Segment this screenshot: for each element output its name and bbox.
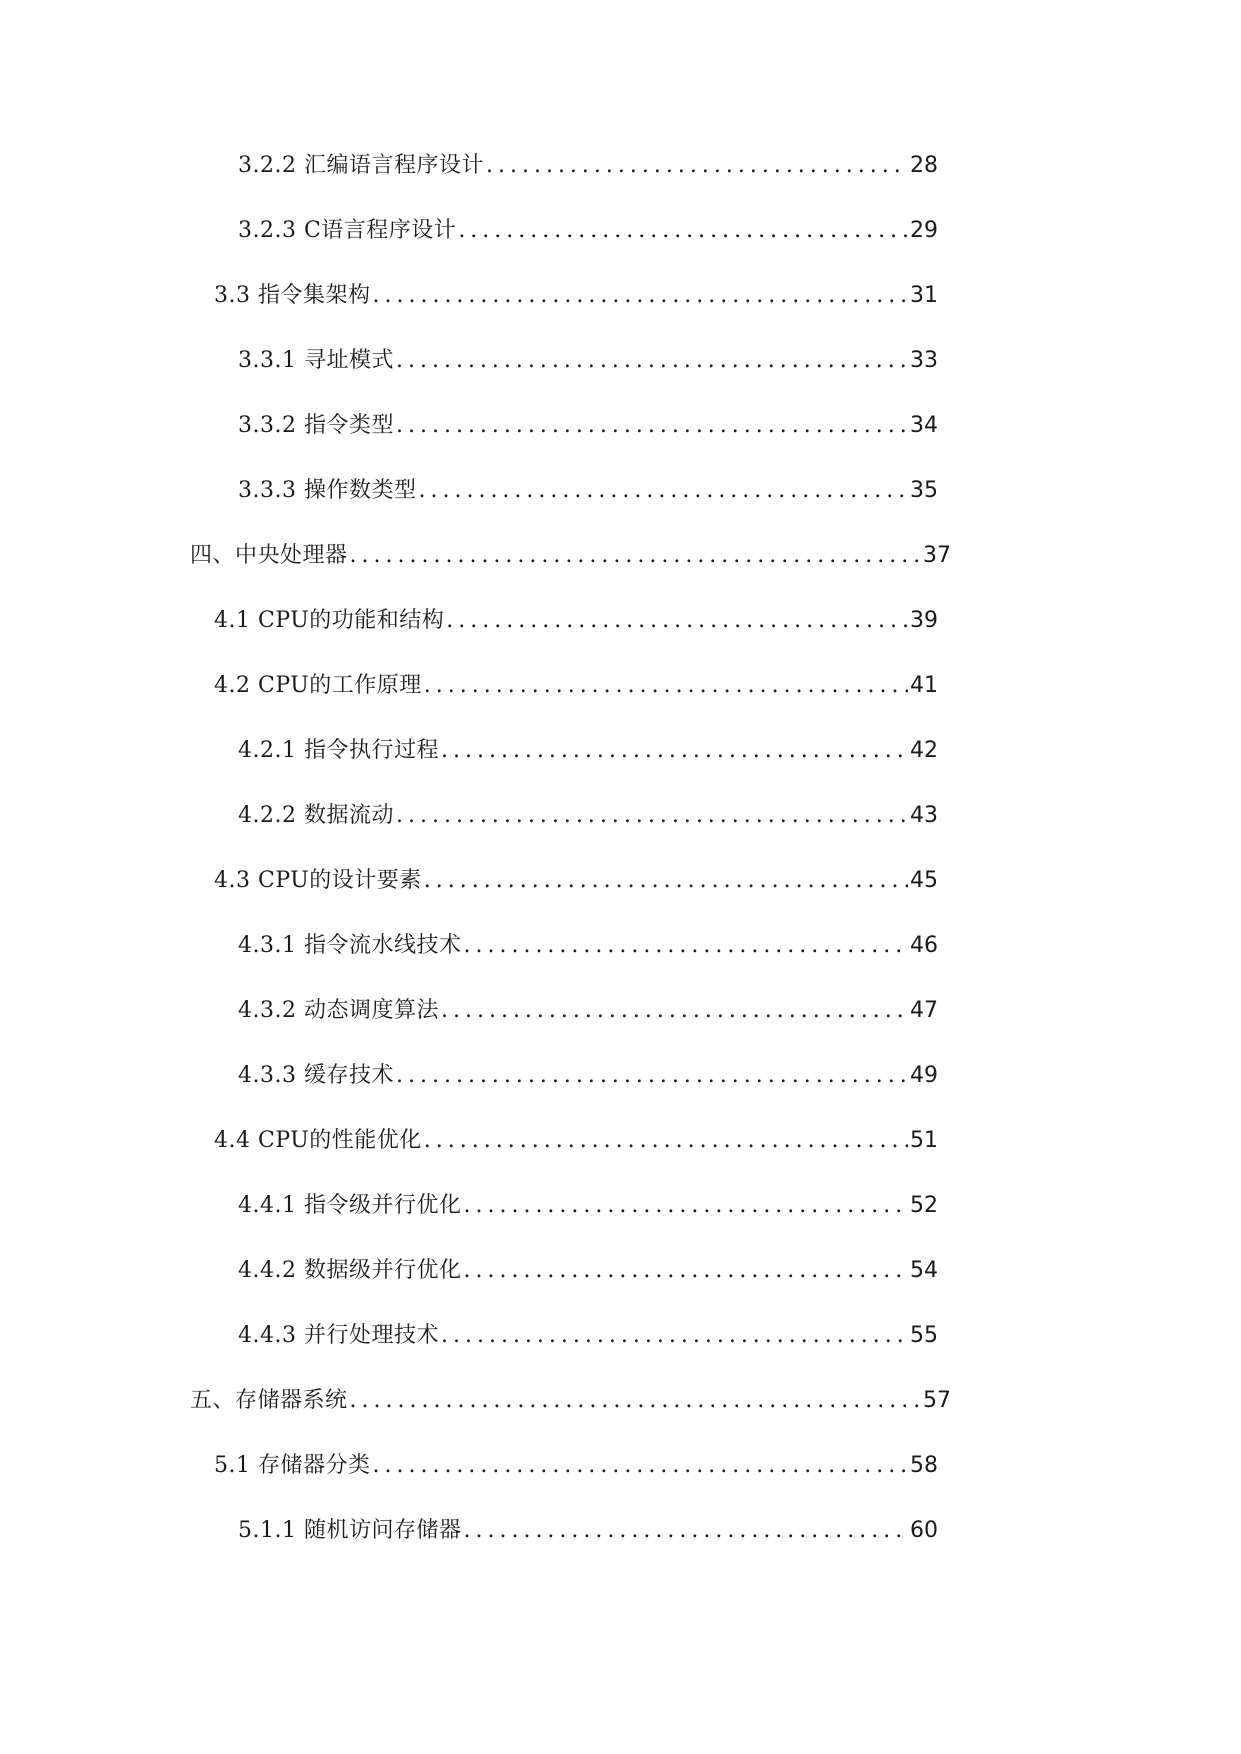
toc-dot-leader xyxy=(441,1316,908,1356)
toc-entry-title: 4.3.3 缓存技术 xyxy=(238,1063,394,1088)
toc-entry-3-3-3[interactable] xyxy=(238,471,938,511)
toc-page-number: 29 xyxy=(910,218,938,243)
toc-dot-leader xyxy=(486,146,908,186)
toc-entry-4-2[interactable] xyxy=(214,666,938,706)
toc-dot-leader xyxy=(424,861,908,901)
toc-page-number: 51 xyxy=(910,1128,938,1153)
toc-entry-3-3[interactable] xyxy=(214,276,938,316)
toc-dot-leader xyxy=(441,731,908,771)
toc-dot-leader xyxy=(396,1056,908,1096)
toc-page-number: 42 xyxy=(910,738,938,763)
toc-page-number: 54 xyxy=(910,1258,938,1283)
toc-page-number: 58 xyxy=(910,1453,938,1478)
toc-entry-title: 4.1 CPU的功能和结构 xyxy=(214,608,445,633)
toc-dot-leader xyxy=(372,1446,908,1486)
toc-entry-4-1[interactable] xyxy=(214,601,938,641)
toc-entry-4-3-3[interactable] xyxy=(238,1056,938,1096)
toc-entry-title: 4.2 CPU的工作原理 xyxy=(214,673,422,698)
toc-entry-title: 3.3.3 操作数类型 xyxy=(238,478,417,503)
toc-entry-title: 4.3.1 指令流水线技术 xyxy=(238,933,462,958)
toc-entry-3-2-3[interactable] xyxy=(238,211,938,251)
toc-entry-title: 四、中央处理器 xyxy=(190,543,348,568)
toc-entry-title: 3.2.2 汇编语言程序设计 xyxy=(238,153,484,178)
toc-entry-5-1-1[interactable] xyxy=(238,1511,938,1551)
toc-dot-leader xyxy=(441,991,908,1031)
toc-entry-chapter-5[interactable] xyxy=(190,1381,951,1421)
toc-page-number: 57 xyxy=(923,1388,951,1413)
toc-dot-leader xyxy=(396,796,908,836)
toc-entry-5-1[interactable] xyxy=(214,1446,938,1486)
toc-entry-chapter-4[interactable] xyxy=(190,536,951,576)
toc-dot-leader xyxy=(372,276,908,316)
toc-dot-leader xyxy=(463,1251,908,1291)
toc-dot-leader xyxy=(396,406,908,446)
toc-entry-title: 3.3.2 指令类型 xyxy=(238,413,394,438)
toc-entry-title: 4.4.3 并行处理技术 xyxy=(238,1323,439,1348)
toc-entry-title: 4.2.2 数据流动 xyxy=(238,803,394,828)
toc-page-number: 34 xyxy=(910,413,938,438)
toc-entry-4-3-1[interactable] xyxy=(238,926,938,966)
toc-page-number: 46 xyxy=(910,933,938,958)
toc-entry-title: 4.4.1 指令级并行优化 xyxy=(238,1193,462,1218)
toc-dot-leader xyxy=(350,536,921,576)
toc-page-number: 41 xyxy=(910,673,938,698)
toc-page-number: 33 xyxy=(910,348,938,373)
toc-entry-3-3-2[interactable] xyxy=(238,406,938,446)
toc-entry-4-2-1[interactable] xyxy=(238,731,938,771)
toc-page-number: 47 xyxy=(910,998,938,1023)
toc-dot-leader xyxy=(463,1186,908,1226)
toc-entry-title: 4.3 CPU的设计要素 xyxy=(214,868,422,893)
toc-entry-4-2-2[interactable] xyxy=(238,796,938,836)
toc-page-number: 37 xyxy=(923,543,951,568)
toc-entry-4-4-2[interactable] xyxy=(238,1251,938,1291)
toc-entry-title: 4.4.2 数据级并行优化 xyxy=(238,1258,462,1283)
toc-entry-4-3-2[interactable] xyxy=(238,991,938,1031)
toc-dot-leader xyxy=(424,1121,908,1161)
toc-entry-title: 4.3.2 动态调度算法 xyxy=(238,998,439,1023)
toc-page-number: 60 xyxy=(910,1518,938,1543)
toc-entry-3-2-2[interactable] xyxy=(238,146,938,186)
toc-entry-title: 3.3.1 寻址模式 xyxy=(238,348,394,373)
toc-page-number: 31 xyxy=(910,283,938,308)
toc-page-number: 52 xyxy=(910,1193,938,1218)
toc-dot-leader xyxy=(418,471,908,511)
toc-entry-4-4[interactable] xyxy=(214,1121,938,1161)
toc-dot-leader xyxy=(424,666,908,706)
toc-page-number: 28 xyxy=(910,153,938,178)
toc-dot-leader xyxy=(446,601,908,641)
toc-dot-leader xyxy=(350,1381,921,1421)
toc-dot-leader xyxy=(463,926,908,966)
toc-dot-leader xyxy=(463,1511,908,1551)
toc-page-number: 55 xyxy=(910,1323,938,1348)
toc-entry-3-3-1[interactable] xyxy=(238,341,938,381)
toc-entry-title: 4.4 CPU的性能优化 xyxy=(214,1128,422,1153)
toc-entry-title: 5.1.1 随机访问存储器 xyxy=(238,1518,462,1543)
toc-page-number: 43 xyxy=(910,803,938,828)
toc-entry-4-4-1[interactable] xyxy=(238,1186,938,1226)
toc-page-number: 39 xyxy=(910,608,938,633)
toc-entry-title: 五、存储器系统 xyxy=(190,1388,348,1413)
toc-entry-title: 3.3 指令集架构 xyxy=(214,283,371,308)
toc-entry-title: 4.2.1 指令执行过程 xyxy=(238,738,439,763)
toc-entry-title: 3.2.3 C语言程序设计 xyxy=(238,218,457,243)
toc-page-number: 45 xyxy=(910,868,938,893)
toc-dot-leader xyxy=(458,211,908,251)
toc-page-number: 49 xyxy=(910,1063,938,1088)
toc-entry-4-3[interactable] xyxy=(214,861,938,901)
toc-page-number: 35 xyxy=(910,478,938,503)
toc-dot-leader xyxy=(396,341,908,381)
toc-entry-title: 5.1 存储器分类 xyxy=(214,1453,371,1478)
toc-entry-4-4-3[interactable] xyxy=(238,1316,938,1356)
